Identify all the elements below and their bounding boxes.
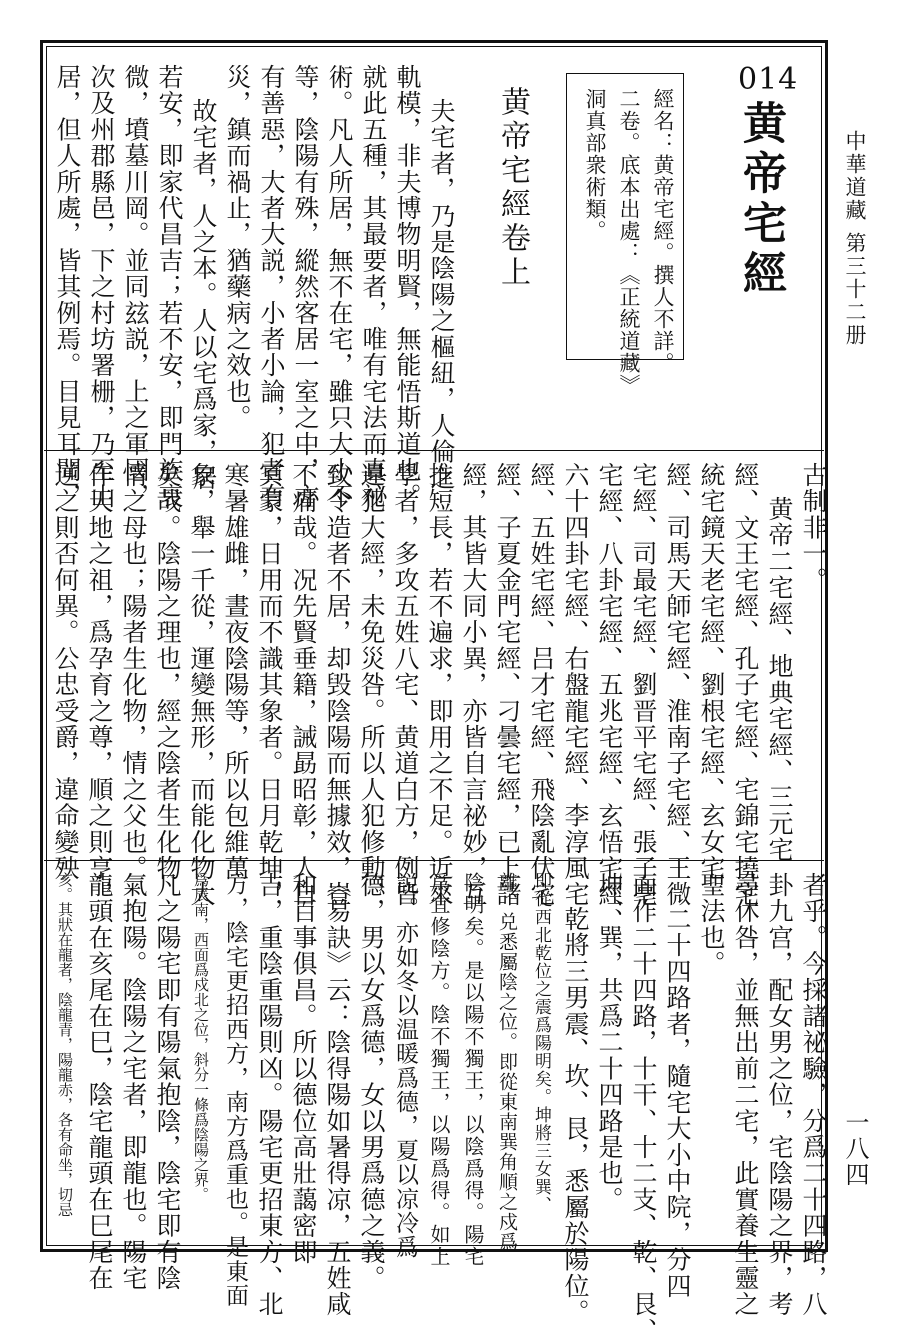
catalog-line-1: 經名：黄帝宅經。撰人不詳。 — [651, 88, 675, 374]
text-column: 不痛哉。况先賢垂籍，誡勗昭彰，人自 — [289, 462, 318, 908]
text-column: 故宅者，人之本。人以宅爲家，居 — [189, 98, 218, 491]
text-column: 亥。其狀在龍者，陰龍青，陽龍赤，各有命坐，切忌 — [56, 872, 74, 1217]
text-column: 冥蒙，日用而不識其象者。日月乾坤， — [255, 462, 284, 908]
page-number: 一八四 — [841, 1110, 869, 1188]
text-column: 若安，即家代昌吉；若不安，即門族衰 — [155, 64, 184, 510]
text-column: 統宅鏡天老宅經、劉根宅經、玄女宅 — [697, 462, 726, 882]
text-column: 氣抱陽。陰陽之宅者，即龍也。陽宅 — [119, 872, 148, 1292]
text-column: 術。凡人所居，無不在宅，雖只大小不 — [325, 64, 354, 510]
text-column: 軌模，非夫博物明賢，無能悟斯道也。 — [393, 64, 422, 510]
text-column: 等，陰陽有殊，縱然客居一室之中，亦 — [291, 64, 320, 510]
text-column: 凡之陽宅即有陽氣抱陰，陰宅即有陰 — [153, 872, 182, 1292]
text-column: 經、子夏金門宅經、刁曇宅經，已上諸 — [493, 462, 522, 908]
text-column: 爲辰南，西面爲戍北之位，斜分一條爲陰陽之界。 — [192, 872, 210, 1202]
volume-label: 第三十二册 — [843, 232, 867, 347]
text-column: 離、兑悉屬陰之位。即從東南巽角順之戍爲 — [496, 872, 518, 1252]
text-column: 和百事俱昌。所以德位高壯藹密即 — [289, 872, 318, 1265]
text-column: 陰明矣。是以陽不獨王，以陰爲得。陽宅 — [461, 872, 485, 1268]
text-column: 寒暑雄雌，晝夜陰陽等，所以包維萬 — [221, 462, 250, 882]
text-column: 宅經、司最宅經、劉晋平宅經、張子亳 — [629, 462, 658, 908]
text-column: 致令造者不居，却毁陰陽而無據效，豈 — [323, 462, 352, 908]
text-column: 二十四路者，隨宅大小中院，分四 — [663, 906, 692, 1299]
text-column: 矣哉。陰陽之理也，經之陰者生化物 — [153, 462, 182, 882]
text-column: 推短長，若不遍求，即用之不足。近來 — [425, 462, 454, 908]
text-column: 聖法也。 — [697, 872, 726, 977]
text-column: 微，墳墓川岡。並同玆説，上之軍國， — [121, 64, 150, 510]
entry-number: 014 — [738, 62, 799, 97]
text-column: 居，但人所處，皆其例焉。目見耳聞， — [53, 64, 82, 510]
text-column: 經、五姓宅經、吕才宅經、飛陰亂伏宅 — [527, 462, 556, 908]
catalog-line-2: 二卷。底本出處：《正統道藏》 — [617, 88, 641, 396]
text-column: 坤、巽，共爲二十四路是也。 — [595, 872, 624, 1213]
text-column: 即從西北乾位之震爲陽明矣。坤將三女巽、 — [531, 872, 551, 1214]
text-column: 有善惡，大者大説，小者小論，犯者有 — [257, 64, 286, 510]
text-column: 違犯大經，未免災咎。所以人犯修動， — [357, 462, 386, 908]
text-column: 次及州郡縣邑，下之村坊署栅，乃至山 — [87, 64, 116, 510]
text-column: 象，舉一千從，運變無形，而能化物大 — [187, 462, 216, 908]
text-column: 經，其皆大同小異，亦皆自言祕妙，互 — [459, 462, 488, 908]
text-column: 龍頭在亥尾在巳，陰宅龍頭在巳尾在 — [85, 872, 114, 1292]
text-column: 經、司馬天師宅經、淮南子宅經、王微 — [663, 462, 692, 908]
text-column: 情之母也；陽者生化物，情之父也。 — [119, 462, 148, 882]
text-column: 《易訣》云：陰得陽如暑得凉，五姓咸 — [323, 872, 352, 1318]
text-column: 乾將三男震、坎、艮，悉屬於陽位。 — [561, 906, 590, 1326]
text-column: 方，陰宅更招西方，南方爲重也。是東面 — [222, 872, 248, 1308]
text-column: 者乎。今採諸祕驗，分爲二十四路，八 — [799, 872, 828, 1318]
entry-title: 黄帝宅經 — [735, 100, 786, 300]
text-column: 就此五種，其最要者，唯有宅法而真祕 — [359, 64, 388, 510]
text-column: 六十四卦宅經、右盤龍宅經、李淳風宅 — [561, 462, 590, 908]
text-column: 尋休咎，並無出前二宅，此實養生靈之 — [731, 872, 760, 1318]
text-column: 經、文王宅經、孔子宅經、宅錦宅撓宅 — [731, 462, 760, 908]
text-column: 卦九宫，配女男之位，宅陰陽之界，考 — [765, 872, 794, 1318]
text-column: 逆之則否何異。公忠受爵，違命變殃 — [51, 462, 80, 882]
text-column: 説。亦如冬以温暖爲德，夏以凉冷爲 — [392, 872, 418, 1260]
text-column: 黄帝二宅經、地典宅經、三元宅 — [765, 496, 794, 863]
text-column: 德，男以女爲德，女以男爲德之義。 — [357, 872, 386, 1292]
text-column: 面作二十四路，十干、十二支、乾、艮、 — [629, 872, 658, 1344]
text-column: 吉，重陰重陽則凶。陽宅更招東方、北 — [255, 872, 284, 1318]
text-column: 學者，多攻五姓八宅、黄道白方，例皆 — [391, 462, 420, 908]
collection-name: 中華道藏 — [843, 130, 867, 222]
text-column: 夫宅者，乃是陰陽之樞紐，人倫之 — [427, 98, 456, 491]
catalog-line-3: 洞真部衆術類。 — [583, 88, 607, 242]
text-column: 爲宜修陰方。陰不獨王，以陽爲得。如上 — [427, 872, 451, 1268]
text-column: 宅經、八卦宅經、五兆宅經、玄悟宅經、 — [595, 462, 624, 934]
text-column: 古制非一。 — [799, 462, 828, 593]
chapter-heading: 黄帝宅經卷上 — [495, 86, 530, 290]
text-column: 災，鎮而禍止，猶藥病之效也。 — [223, 64, 252, 431]
text-column: 作天地之祖，爲孕育之尊，順之則亨， — [85, 462, 114, 908]
